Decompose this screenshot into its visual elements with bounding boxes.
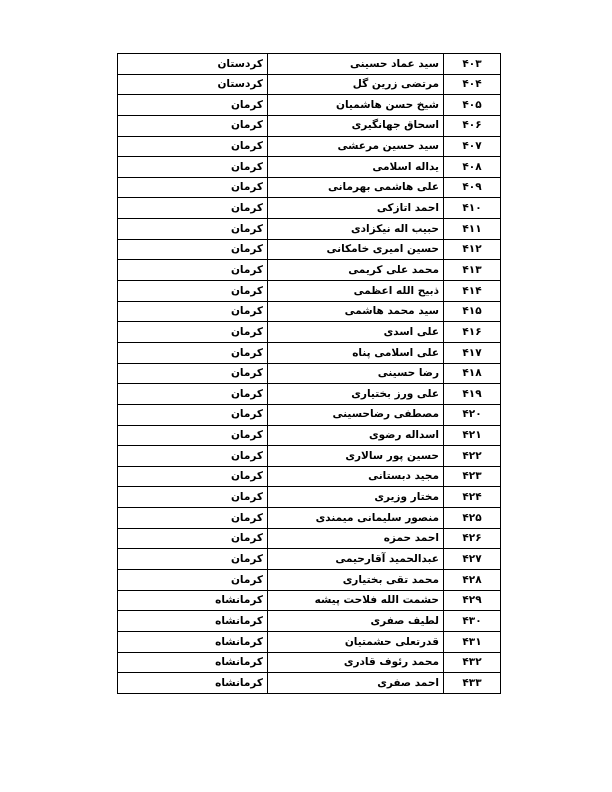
row-number: ۴۱۱ (444, 219, 501, 240)
row-number: ۴۰۸ (444, 157, 501, 178)
person-name: محمد رئوف قادری (268, 652, 444, 673)
person-name: اسحاق جهانگیری (268, 115, 444, 136)
table-row (118, 404, 501, 425)
province-name: کرمان (118, 466, 268, 487)
table-row (118, 198, 501, 219)
person-name: حبیب اله نیکزادی (268, 219, 444, 240)
person-name: مجید دبستانی (268, 466, 444, 487)
roster-table (117, 53, 501, 694)
person-name: محمد تقی بختیاری (268, 570, 444, 591)
province-name: کرمانشاه (118, 611, 268, 632)
table-row (118, 487, 501, 508)
row-number: ۴۰۵ (444, 95, 501, 116)
table-row (118, 384, 501, 405)
row-number: ۴۲۵ (444, 508, 501, 529)
row-number: ۴۲۷ (444, 549, 501, 570)
province-name: کرمان (118, 177, 268, 198)
province-name: کرمان (118, 260, 268, 281)
row-number: ۴۰۳ (444, 54, 501, 75)
province-name: کرمان (118, 198, 268, 219)
row-number: ۴۲۱ (444, 425, 501, 446)
row-number: ۴۲۳ (444, 466, 501, 487)
table-row (118, 611, 501, 632)
province-name: کرمان (118, 487, 268, 508)
person-name: علی اسلامی پناه (268, 342, 444, 363)
table-row (118, 322, 501, 343)
row-number: ۴۲۴ (444, 487, 501, 508)
table-row (118, 508, 501, 529)
row-number: ۴۳۳ (444, 673, 501, 694)
row-number: ۴۱۰ (444, 198, 501, 219)
province-name: کرمان (118, 136, 268, 157)
person-name: محمد علی کریمی (268, 260, 444, 281)
row-number: ۴۲۲ (444, 446, 501, 467)
table-row (118, 157, 501, 178)
table-row (118, 673, 501, 694)
province-name: کرمان (118, 363, 268, 384)
province-name: کرمان (118, 508, 268, 529)
row-number: ۴۳۰ (444, 611, 501, 632)
person-name: علی هاشمی بهرمانی (268, 177, 444, 198)
row-number: ۴۱۵ (444, 301, 501, 322)
person-name: منصور سلیمانی میمندی (268, 508, 444, 529)
person-name: قدرتعلی حشمتیان (268, 631, 444, 652)
table-row (118, 74, 501, 95)
table-row (118, 219, 501, 240)
row-number: ۴۱۷ (444, 342, 501, 363)
row-number: ۴۰۷ (444, 136, 501, 157)
row-number: ۴۲۰ (444, 404, 501, 425)
province-name: کرمان (118, 301, 268, 322)
province-name: کرمان (118, 322, 268, 343)
person-name: یداله اسلامی (268, 157, 444, 178)
row-number: ۴۱۹ (444, 384, 501, 405)
table-row (118, 466, 501, 487)
table-row (118, 136, 501, 157)
roster-table-body (118, 54, 501, 694)
person-name: احمد صفری (268, 673, 444, 694)
table-row (118, 425, 501, 446)
person-name: حسین پور سالاری (268, 446, 444, 467)
row-number: ۴۲۸ (444, 570, 501, 591)
row-number: ۴۰۹ (444, 177, 501, 198)
province-name: کرمان (118, 425, 268, 446)
table-row (118, 239, 501, 260)
row-number: ۴۱۲ (444, 239, 501, 260)
table-row (118, 177, 501, 198)
province-name: کردستان (118, 54, 268, 75)
person-name: مرتضی زرین گل (268, 74, 444, 95)
province-name: کرمان (118, 549, 268, 570)
table-row (118, 652, 501, 673)
row-number: ۴۱۸ (444, 363, 501, 384)
province-name: کرمان (118, 95, 268, 116)
person-name: شیخ حسن هاشمیان (268, 95, 444, 116)
person-name: احمد حمزه (268, 528, 444, 549)
person-name: اسداله رضوی (268, 425, 444, 446)
row-number: ۴۱۳ (444, 260, 501, 281)
province-name: کرمان (118, 157, 268, 178)
table-row (118, 342, 501, 363)
province-name: کرمان (118, 239, 268, 260)
table-row (118, 446, 501, 467)
province-name: کرمان (118, 219, 268, 240)
person-name: حشمت الله فلاحت پیشه (268, 590, 444, 611)
table-row (118, 549, 501, 570)
table-row (118, 95, 501, 116)
person-name: سید محمد هاشمی (268, 301, 444, 322)
province-name: کرمان (118, 446, 268, 467)
person-name: سید حسین مرعشی (268, 136, 444, 157)
province-name: کرمانشاه (118, 673, 268, 694)
province-name: کرمان (118, 528, 268, 549)
person-name: لطیف صفری (268, 611, 444, 632)
table-row (118, 570, 501, 591)
person-name: مختار وزیری (268, 487, 444, 508)
row-number: ۴۳۱ (444, 631, 501, 652)
province-name: کرمانشاه (118, 631, 268, 652)
person-name: علی ورز بختیاری (268, 384, 444, 405)
province-name: کرمان (118, 404, 268, 425)
province-name: کرمان (118, 281, 268, 302)
row-number: ۴۲۹ (444, 590, 501, 611)
person-name: رضا حسینی (268, 363, 444, 384)
table-row (118, 631, 501, 652)
province-name: کرمانشاه (118, 652, 268, 673)
table-row (118, 590, 501, 611)
row-number: ۴۰۴ (444, 74, 501, 95)
row-number: ۴۰۶ (444, 115, 501, 136)
table-row (118, 301, 501, 322)
row-number: ۴۱۴ (444, 281, 501, 302)
person-name: احمد اتازکی (268, 198, 444, 219)
row-number: ۴۳۲ (444, 652, 501, 673)
table-row (118, 54, 501, 75)
province-name: کردستان (118, 74, 268, 95)
table-row (118, 281, 501, 302)
table-row (118, 528, 501, 549)
province-name: کرمان (118, 570, 268, 591)
province-name: کرمان (118, 384, 268, 405)
person-name: مصطفی رضاحسینی (268, 404, 444, 425)
province-name: کرمان (118, 115, 268, 136)
province-name: کرمانشاه (118, 590, 268, 611)
person-name: سید عماد حسینی (268, 54, 444, 75)
person-name: عبدالحمید آقارحیمی (268, 549, 444, 570)
table-row (118, 363, 501, 384)
person-name: ذبیح الله اعظمی (268, 281, 444, 302)
province-name: کرمان (118, 342, 268, 363)
person-name: حسین امیری خامکانی (268, 239, 444, 260)
row-number: ۴۱۶ (444, 322, 501, 343)
row-number: ۴۲۶ (444, 528, 501, 549)
table-row (118, 115, 501, 136)
table-row (118, 260, 501, 281)
person-name: علی اسدی (268, 322, 444, 343)
